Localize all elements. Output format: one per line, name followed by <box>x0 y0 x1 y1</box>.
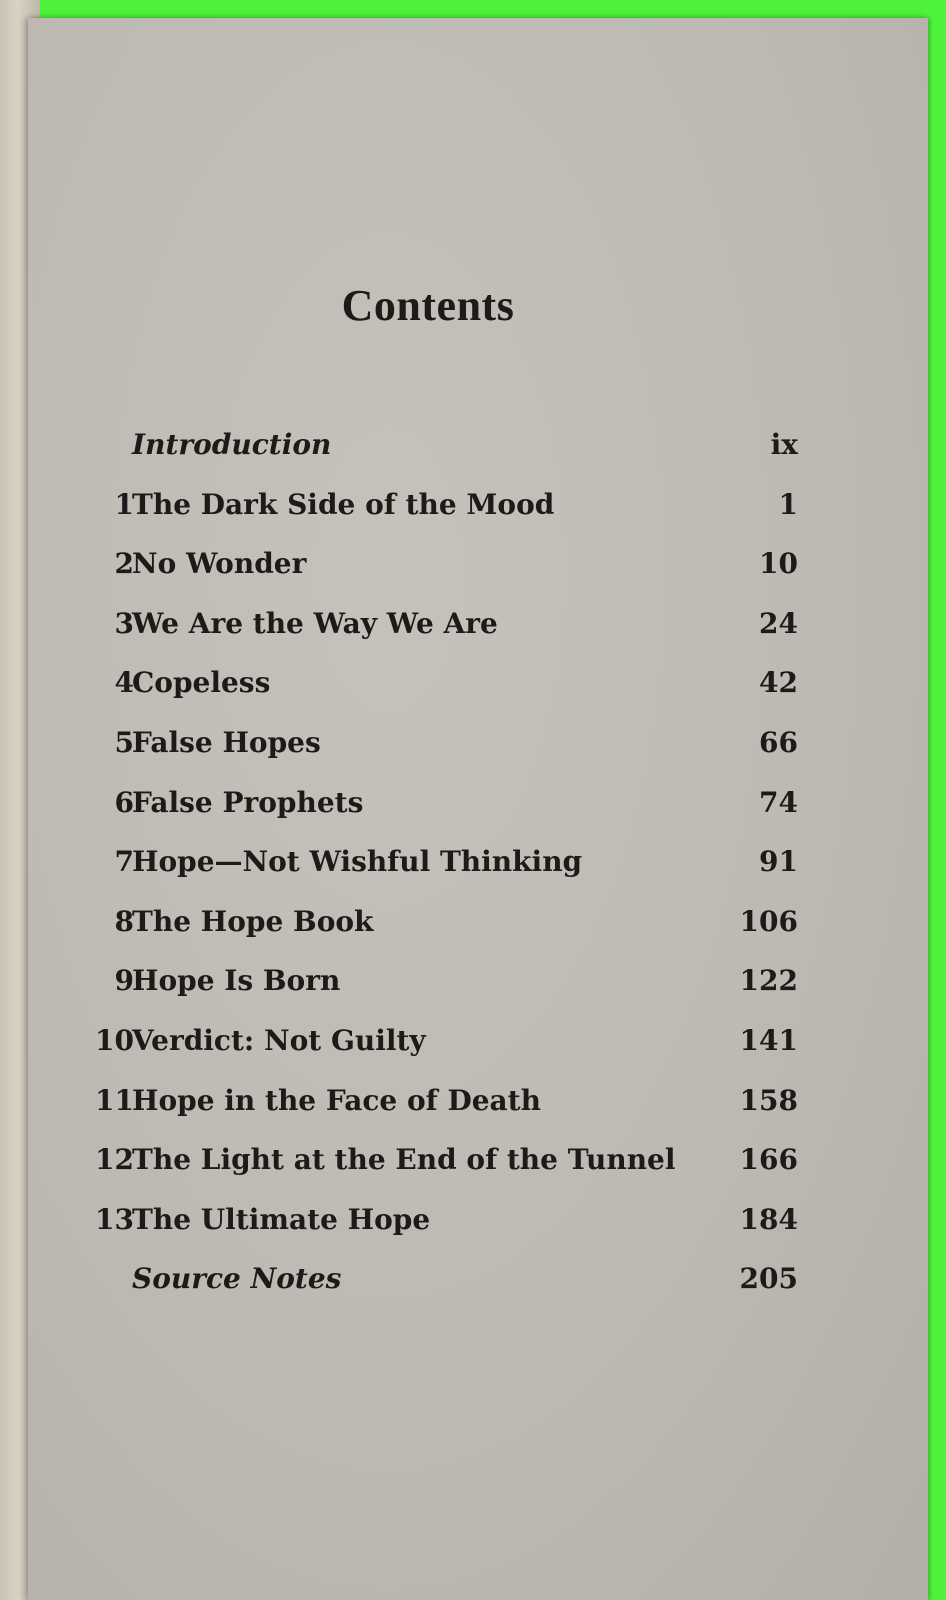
chapter-title: Hope Is Born <box>132 964 341 998</box>
toc-entry <box>28 905 928 945</box>
chapter-number: 7 <box>114 845 134 879</box>
toc-entry <box>28 1024 928 1064</box>
toc-entry <box>28 786 928 826</box>
chapter-number: 6 <box>114 785 134 819</box>
chapter-number: 13 <box>95 1202 134 1236</box>
page-number: 141 <box>739 1024 798 1057</box>
toc-entry <box>28 964 928 1004</box>
chapter-number: 3 <box>114 606 134 640</box>
table-of-contents <box>28 18 928 1600</box>
toc-entry <box>28 1084 928 1124</box>
page-number: 184 <box>739 1202 798 1236</box>
chapter-title: Verdict: Not Guilty <box>132 1024 426 1057</box>
page-number: 66 <box>759 726 798 759</box>
page-number: 106 <box>739 904 798 938</box>
chapter-title: False Hopes <box>132 726 321 759</box>
chapter-title: Copeless <box>132 666 271 700</box>
toc-entry <box>28 845 928 885</box>
chapter-title: Hope in the Face of Death <box>132 1083 541 1117</box>
page-number: 10 <box>759 547 798 581</box>
chapter-title: The Dark Side of the Mood <box>132 487 555 521</box>
page-number: 42 <box>759 666 798 700</box>
chapter-title: Hope—Not Wishful Thinking <box>132 845 583 879</box>
chapter-number: 5 <box>114 726 134 759</box>
page-number: 24 <box>759 606 798 640</box>
page-number: ix <box>770 428 798 461</box>
chapter-number: 12 <box>95 1143 134 1177</box>
page-number: 205 <box>739 1262 798 1296</box>
toc-entry <box>28 1262 928 1302</box>
chapter-number: 8 <box>114 904 134 938</box>
page-number: 1 <box>778 487 798 521</box>
chapter-number: 2 <box>114 547 134 581</box>
chapter-number: 10 <box>95 1024 134 1057</box>
chapter-number: 1 <box>114 487 134 521</box>
chapter-title: Introduction <box>132 428 332 461</box>
chapter-title: The Ultimate Hope <box>132 1202 431 1236</box>
toc-entry <box>28 547 928 587</box>
chapter-number: 11 <box>95 1083 134 1117</box>
chapter-title: No Wonder <box>132 547 307 581</box>
chapter-title: We Are the Way We Are <box>132 606 498 640</box>
toc-entry <box>28 607 928 647</box>
chapter-title: The Light at the End of the Tunnel <box>132 1143 676 1177</box>
book-page <box>28 18 928 1600</box>
page-number: 122 <box>739 964 798 998</box>
chapter-title: False Prophets <box>132 785 364 819</box>
contents-heading: Contents <box>341 281 515 330</box>
page-number: 91 <box>759 845 798 879</box>
chapter-number: 9 <box>114 964 134 998</box>
page-number: 166 <box>739 1143 798 1177</box>
chapter-title: Source Notes <box>132 1262 342 1296</box>
toc-entry <box>28 726 928 766</box>
toc-entry <box>28 428 928 468</box>
page-number: 74 <box>759 785 798 819</box>
page-number: 158 <box>739 1083 798 1117</box>
chapter-title: The Hope Book <box>132 904 374 938</box>
toc-entry <box>28 488 928 528</box>
toc-entry <box>28 666 928 706</box>
toc-entry <box>28 1143 928 1183</box>
chapter-number: 4 <box>114 666 134 700</box>
toc-entry <box>28 1203 928 1243</box>
